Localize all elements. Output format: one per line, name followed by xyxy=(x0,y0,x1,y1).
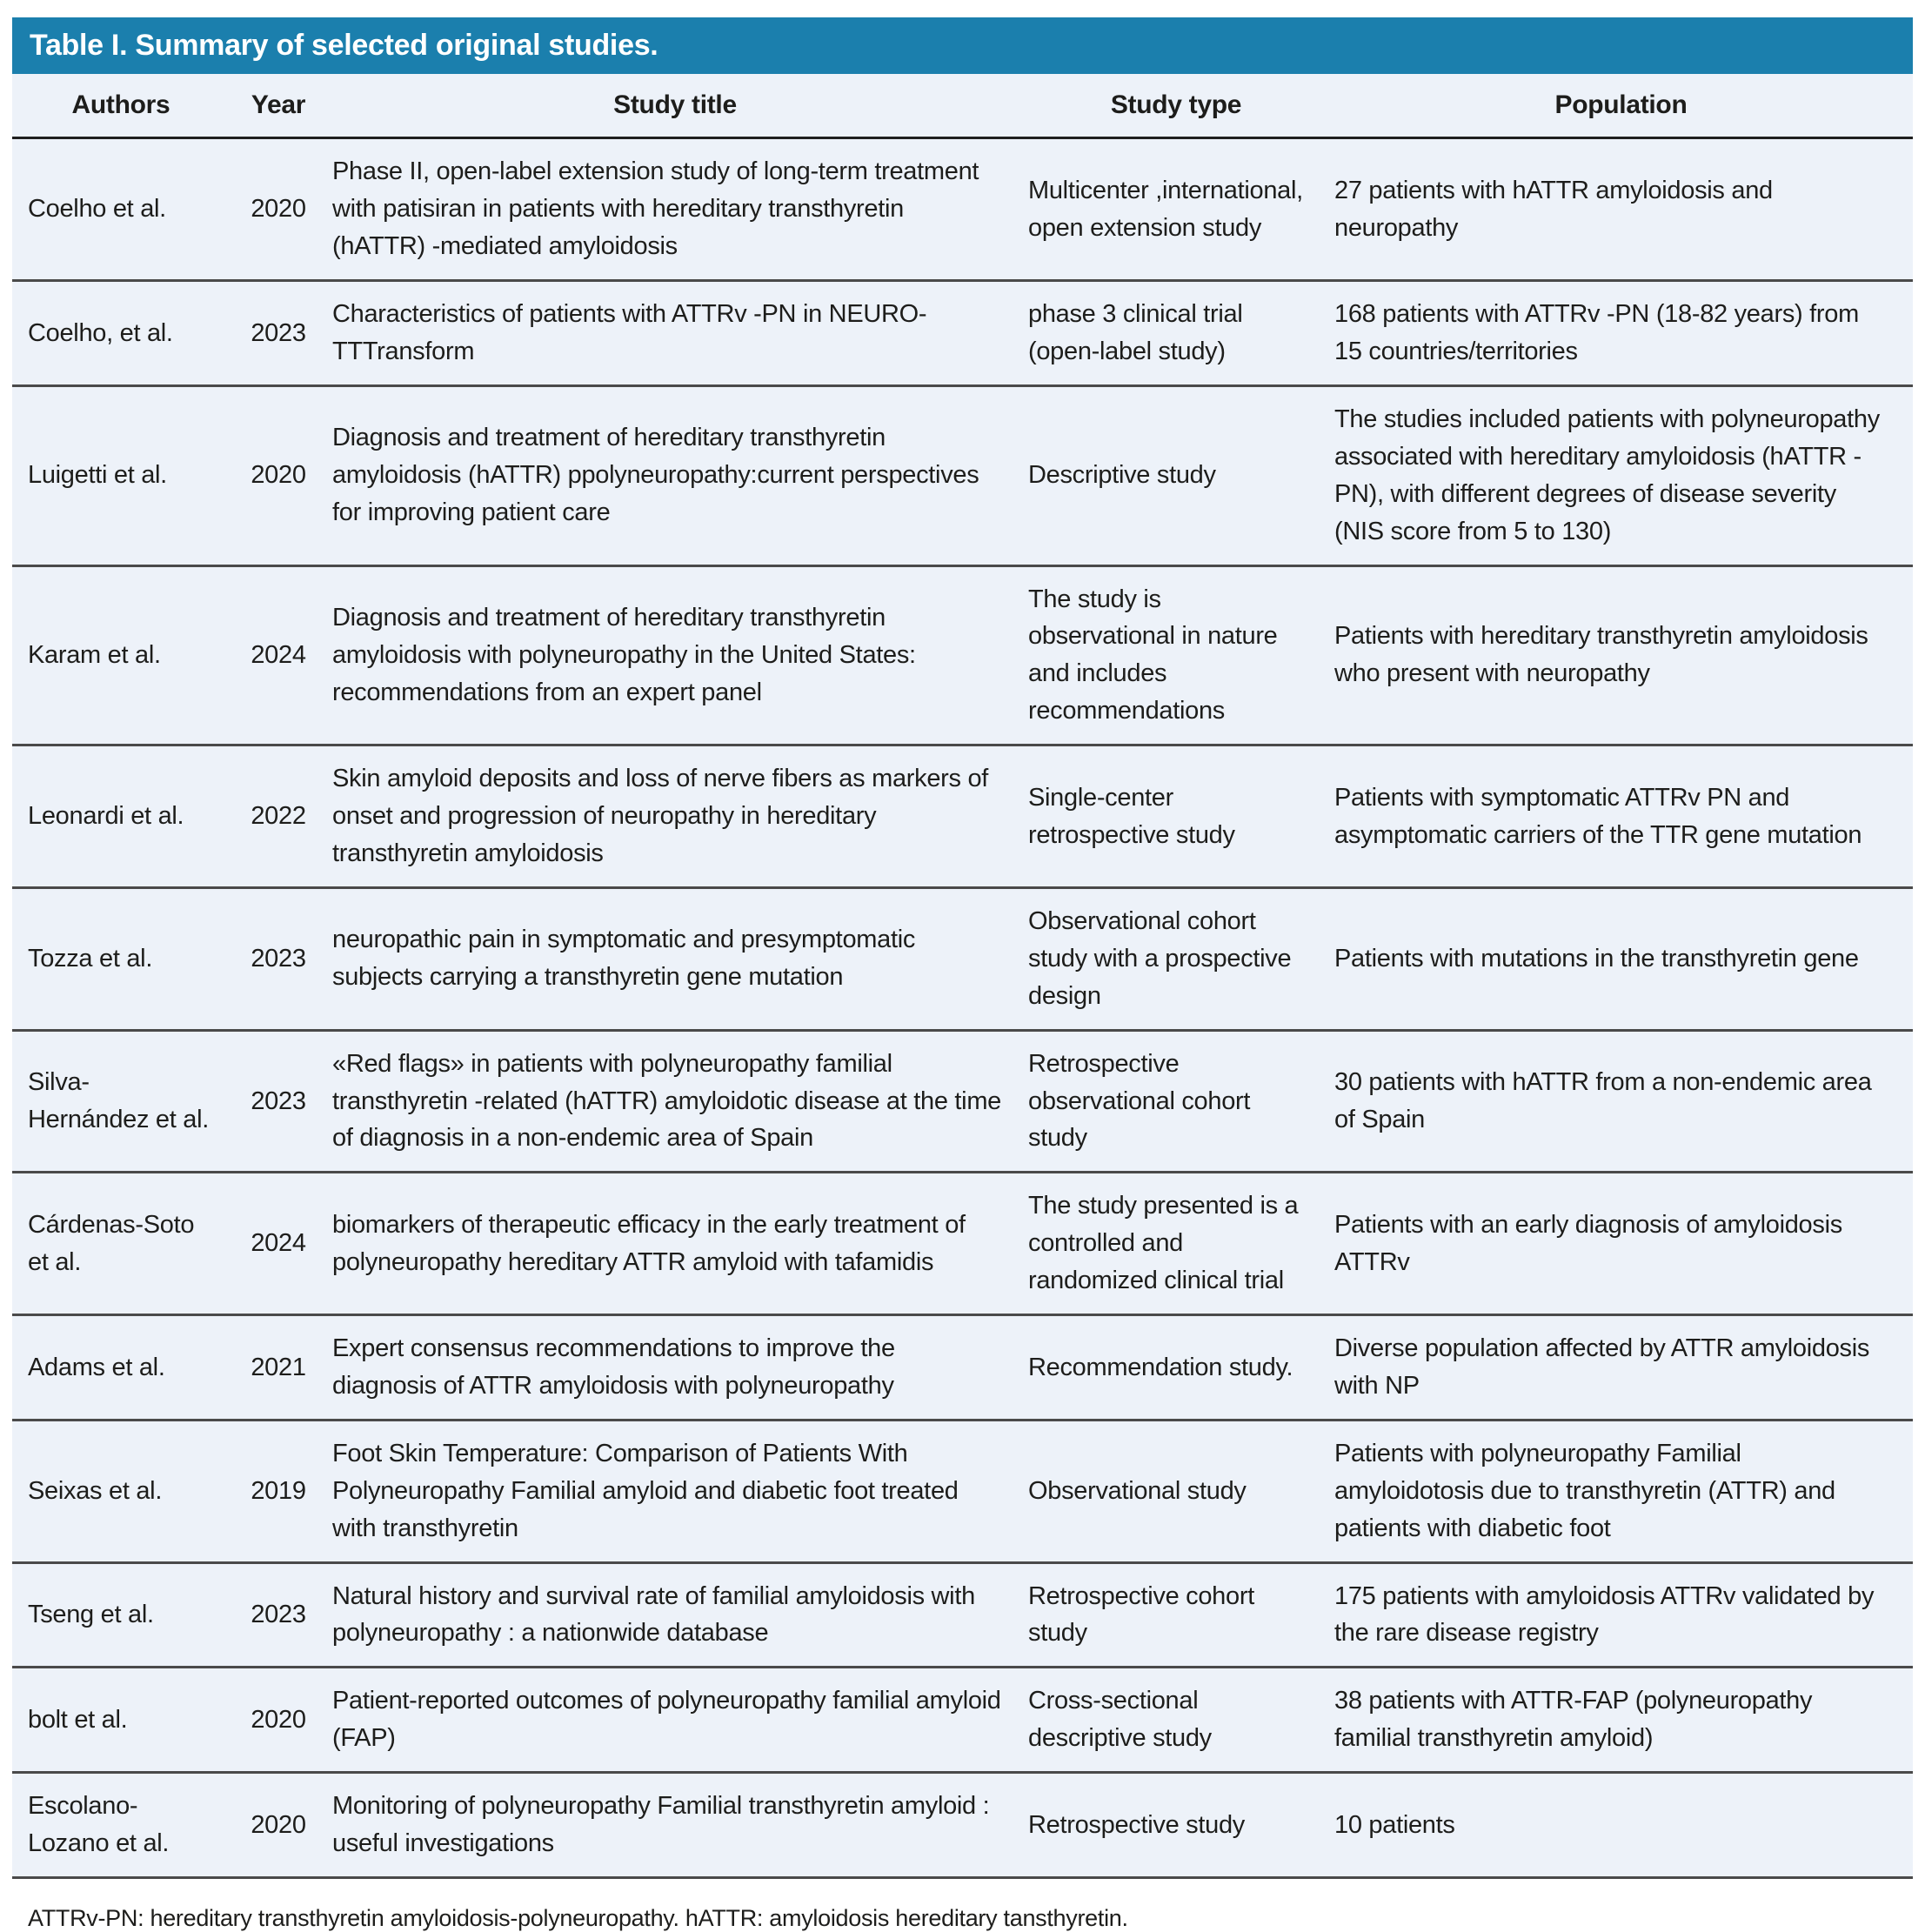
year-cell: 2024 xyxy=(230,1173,327,1315)
authors-cell: Luigetti et al. xyxy=(12,385,230,565)
table-row xyxy=(12,565,1913,745)
table-footnote: ATTRv-PN: hereditary transthyretin amyloidosis-polyneuropathy. hATTR: amyloidosis hereditary tansthyretin. xyxy=(28,1905,1128,1932)
studies-table xyxy=(12,74,1913,1879)
year-cell: 2023 xyxy=(230,1030,327,1173)
study-type-cell: Multicenter ,international, open extension study xyxy=(1028,176,1303,242)
table-row xyxy=(12,1773,1913,1878)
study-title-cell: Characteristics of patients with ATTRv -PN in NEURO- TTTransform xyxy=(327,281,1023,386)
population-cell: 27 patients with hATTR amyloidosis and neuropathy xyxy=(1334,176,1773,242)
year-cell: 2020 xyxy=(230,1668,327,1773)
study-title-cell: Diagnosis and treatment of hereditary transthyretin amyloidosis with polyneuropathy in the United States: recommendations from an expert panel xyxy=(327,565,1023,745)
year-cell: 2023 xyxy=(230,887,327,1030)
table-title: Table I. Summary of selected original studies. xyxy=(30,29,658,62)
year-cell: 2021 xyxy=(230,1315,327,1421)
population-cell: 30 patients with hATTR from a non-endemic area of Spain xyxy=(1329,1030,1913,1173)
year-cell: 2019 xyxy=(230,1420,327,1562)
table-row xyxy=(12,1030,1913,1173)
study-title-cell: Phase II, open-label extension study of long-term treatment with patisiran in patients with hereditary transthyretin (hATTR) -mediated amyloidosis xyxy=(332,157,979,261)
study-type-cell: Recommendation study. xyxy=(1023,1315,1329,1421)
population-cell: Patients with hereditary transthyretin amyloidosis who present with neuropathy xyxy=(1329,565,1913,745)
study-title-cell: Patient-reported outcomes of polyneuropathy familial amyloid (FAP) xyxy=(327,1668,1023,1773)
study-title-cell: neuropathic pain in symptomatic and presymptomatic subjects carrying a transthyretin gene mutation xyxy=(327,887,1023,1030)
population-cell: 10 patients xyxy=(1329,1773,1913,1878)
study-type-cell: Retrospective observational cohort study xyxy=(1023,1030,1329,1173)
table-row xyxy=(12,1315,1913,1421)
study-title-cell: biomarkers of therapeutic efficacy in the early treatment of polyneuropathy hereditary ATTR amyloid with tafamidis xyxy=(327,1173,1023,1315)
authors-cell: Tseng et al. xyxy=(12,1562,230,1668)
table-row xyxy=(12,281,1913,386)
study-type-cell: Retrospective cohort study xyxy=(1023,1562,1329,1668)
table-row xyxy=(12,745,1913,888)
table-header xyxy=(12,74,1913,138)
column-header-authors: Authors xyxy=(12,74,230,138)
study-title-cell: Diagnosis and treatment of hereditary transthyretin amyloidosis (hATTR) ppolyneuropathy:current perspectives for improving patient care xyxy=(327,385,1023,565)
table-title-bar xyxy=(12,17,1913,74)
population-cell: 38 patients with ATTR-FAP (polyneuropathy familial transthyretin amyloid) xyxy=(1329,1668,1913,1773)
authors-cell: Coelho, et al. xyxy=(12,281,230,386)
column-header-study-title: Study title xyxy=(327,74,1023,138)
table-row xyxy=(12,1562,1913,1668)
population-cell: Patients with polyneuropathy Familial amyloidotosis due to transthyretin (ATTR) and patients with diabetic foot xyxy=(1329,1420,1913,1562)
authors-cell: Silva-Hernández et al. xyxy=(12,1030,230,1173)
authors-cell: Adams et al. xyxy=(12,1315,230,1421)
year-cell: 2020 xyxy=(230,1773,327,1878)
year-cell: 2020 xyxy=(230,385,327,565)
year-cell: 2024 xyxy=(230,565,327,745)
study-type-cell: The study is observational in nature and includes recommendations xyxy=(1023,565,1329,745)
study-title-cell: Natural history and survival rate of familial amyloidosis with polyneuropathy : a nationwide database xyxy=(327,1562,1023,1668)
population-cell: Patients with mutations in the transthyretin gene xyxy=(1329,887,1913,1030)
study-type-cell: Observational cohort study with a prospective design xyxy=(1023,887,1329,1030)
study-type-cell: Observational study xyxy=(1023,1420,1329,1562)
authors-cell: Karam et al. xyxy=(12,565,230,745)
table-row xyxy=(12,1668,1913,1773)
study-type-cell: Descriptive study xyxy=(1023,385,1329,565)
authors-cell: Seixas et al. xyxy=(12,1420,230,1562)
study-type-cell: Retrospective study xyxy=(1023,1773,1329,1878)
authors-cell: Tozza et al. xyxy=(12,887,230,1030)
population-cell: Diverse population affected by ATTR amyloidosis with NP xyxy=(1329,1315,1913,1421)
authors-cell: bolt et al. xyxy=(12,1668,230,1773)
authors-cell: Coelho et al. xyxy=(28,195,166,224)
population-cell: The studies included patients with polyneuropathy associated with hereditary amyloidosis (hATTR - PN), with different degrees of disease severity (NIS score from 5 to 130) xyxy=(1329,385,1913,565)
study-type-cell: The study presented is a controlled and randomized clinical trial xyxy=(1023,1173,1329,1315)
year-cell: 2023 xyxy=(230,1562,327,1668)
population-cell: 175 patients with amyloidosis ATTRv validated by the rare disease registry xyxy=(1329,1562,1913,1668)
table-row xyxy=(12,1420,1913,1562)
header-row xyxy=(12,74,1913,138)
authors-cell: Escolano-Lozano et al. xyxy=(12,1773,230,1878)
column-header-year: Year xyxy=(230,74,327,138)
study-type-cell: Single-center retrospective study xyxy=(1023,745,1329,888)
year-cell: 2022 xyxy=(230,745,327,888)
table-body xyxy=(12,138,1913,1878)
study-title-cell: Skin amyloid deposits and loss of nerve fibers as markers of onset and progression of neuropathy in hereditary transthyretin amyloidosis xyxy=(327,745,1023,888)
study-type-cell: phase 3 clinical trial (open-label study) xyxy=(1023,281,1329,386)
study-title-cell: Monitoring of polyneuropathy Familial transthyretin amyloid : useful investigations xyxy=(327,1773,1023,1878)
column-header-population: Population xyxy=(1329,74,1913,138)
population-cell: Patients with an early diagnosis of amyloidosis ATTRv xyxy=(1329,1173,1913,1315)
authors-cell: Leonardi et al. xyxy=(12,745,230,888)
table-row xyxy=(12,138,1913,281)
population-cell: 168 patients with ATTRv -PN (18-82 years) from 15 countries/territories xyxy=(1329,281,1913,386)
year-cell: 2020 xyxy=(251,195,306,224)
authors-cell: Cárdenas-Soto et al. xyxy=(12,1173,230,1315)
year-cell: 2023 xyxy=(230,281,327,386)
column-header-study-type: Study type xyxy=(1023,74,1329,138)
population-cell: Patients with symptomatic ATTRv PN and asymptomatic carriers of the TTR gene mutation xyxy=(1329,745,1913,888)
study-title-cell: Foot Skin Temperature: Comparison of Patients With Polyneuropathy Familial amyloid and diabetic foot treated with transthyretin xyxy=(327,1420,1023,1562)
table-row xyxy=(12,385,1913,565)
study-type-cell: Cross-sectional descriptive study xyxy=(1023,1668,1329,1773)
study-title-cell: Expert consensus recommendations to improve the diagnosis of ATTR amyloidosis with polyneuropathy xyxy=(327,1315,1023,1421)
table-row xyxy=(12,887,1913,1030)
table-row xyxy=(12,1173,1913,1315)
study-title-cell: «Red flags» in patients with polyneuropathy familial transthyretin -related (hATTR) amyloidotic disease at the time of diagnosis in a non-endemic area of Spain xyxy=(327,1030,1023,1173)
